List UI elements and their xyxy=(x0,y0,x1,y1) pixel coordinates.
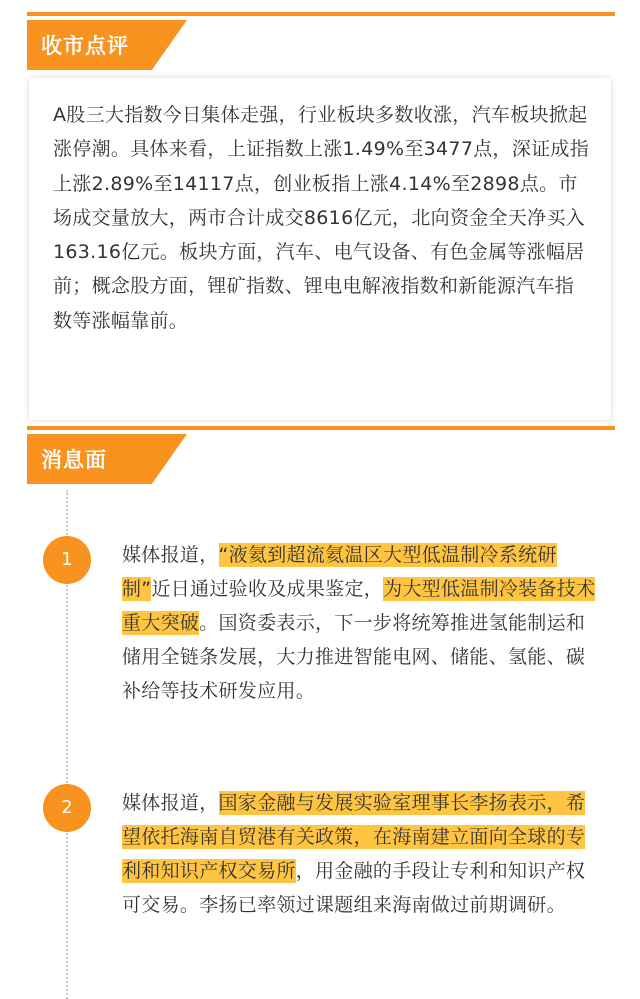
news-item-suffix: 。国资委表示，下一步将统筹推进氢能制运和储用全链条发展，大力推进智能电网、储能、氢能、碳补给等技术研发应用。 xyxy=(122,612,586,702)
news-item-highlight: 为大型低温制冷装备技术重大突破 xyxy=(122,578,596,634)
news-item-highlight: “液氦到超流氦温区大型低温制冷系统研制” xyxy=(122,544,557,600)
summary-section-header xyxy=(27,20,205,70)
news-item xyxy=(122,538,602,708)
news-item-suffix: ，用金融的手段让专利和知识产权可交易。李扬已率领过课题组来海南做过前期调研。 xyxy=(122,860,586,916)
news-item-number-badge: 1 xyxy=(43,536,91,584)
news-item-highlight: 国家金融与发展实验室理事长李扬表示，希望依托海南自贸港有关政策，在海南建立面向全球的专利和知识产权交易所 xyxy=(122,792,586,882)
news-divider xyxy=(27,426,615,430)
news-section-title: 消息面 xyxy=(41,448,107,472)
news-section-header xyxy=(27,434,205,484)
market-summary-box xyxy=(29,78,611,420)
top-divider xyxy=(27,12,615,16)
news-item-prefix: 媒体报道， xyxy=(122,544,219,566)
news-item xyxy=(122,786,602,922)
news-item-middle: 近日通过验收及成果鉴定， xyxy=(151,578,384,600)
news-item-prefix: 媒体报道， xyxy=(122,792,219,814)
summary-section-title: 收市点评 xyxy=(41,34,129,58)
news-item-number-badge: 2 xyxy=(43,784,91,832)
market-summary-text: A股三大指数今日集体走强，行业板块多数收涨，汽车板块掀起涨停潮。具体来看，上证指数上涨1.49%至3477点，深证成指上涨2.89%至14117点，创业板指上涨4.14%至2898点。市场成交量放大，两市合计成交8616亿元，北向资金全天净买入163.16亿元。板块方面，汽车、电气设备、有色金属等涨幅居前；概念股方面，锂矿指数、锂电电解液指数和新能源汽车指数等涨幅靠前。 xyxy=(53,104,590,332)
